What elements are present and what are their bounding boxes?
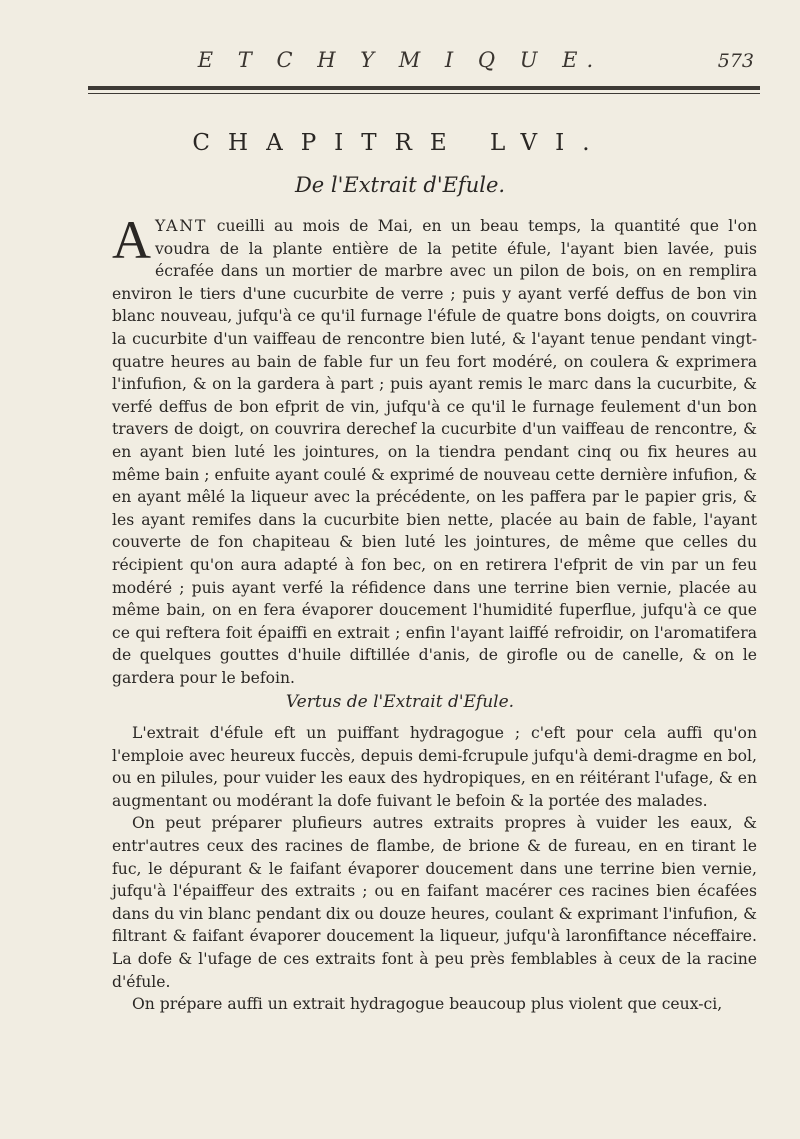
- running-head: E T C H Y M I Q U E.: [197, 48, 603, 72]
- section-subtitle: Vertus de l'Extrait d'Efule.: [285, 692, 515, 712]
- header-rule-thick: [88, 86, 760, 90]
- virtues-paragraph-2: On peut préparer plufieurs autres extraits propres à vuider les eaux, & entr'autres ceux des racines de flambe, de brione & de fureau, en en tirant le fuc, le dépurant & le faifant évaporer doucement dans une terrine bien vernie, jufqu'à l'épaiffeur des extraits ; ou en faifant macérer ces racines bien écafées dans du vin blanc pendant dix ou douze heures, coulant & exprimant l'infufion, & filtrant & faifant évaporer doucement la liqueur, jufqu'à laronfiftance néceffaire. La dofe & l'ufage de ces extraits font à peu près femblables à ceux de la racine d'éfule.: [112, 814, 757, 991]
- virtues-paragraph-1: L'extrait d'éfule eft un puiffant hydragogue ; c'eft pour cela auffi qu'on l'emploie avec heureux fuccès, depuis demi-fcrupule jufqu'à demi-dragme en bol, ou en pilules, pour vuider les eaux des hydropiques, en en réitérant l'ufage, & en augmentant ou modérant la dofe fuivant le befoin & la portée des malades.: [112, 724, 757, 810]
- lead-word: YANT: [155, 217, 208, 235]
- virtues-section: [112, 722, 757, 1016]
- drop-cap: A: [112, 210, 151, 270]
- chapter-title: De l'Extrait d'Efule.: [294, 173, 506, 197]
- virtues-paragraph-3: On prépare auffi un extrait hydragogue beaucoup plus violent que ceux-ci,: [132, 995, 723, 1014]
- chapter-heading: CHAPITRE LVI.: [192, 130, 608, 156]
- preparation-paragraph: [112, 210, 757, 689]
- paragraph-text: cueilli au mois de Mai, en un beau temps, la quantité que l'on voudra de la plante entière de la petite éfule, l'ayant bien lavée, puis écrafée dans un mortier de marbre avec un pilon de bois, on en remplira environ le tiers d'une cucurbite de verre ; puis y ayant verfé deffus de bon vin blanc nouveau, jufqu'à ce qu'il furnage l'éfule de quatre bons doigts, on couvrira la cucurbite d'un vaiffeau de rencontre bien luté, & l'ayant tenue pendant vingt-quatre heures au bain de fable fur un feu fort modéré, on coulera & exprimera l'infufion, & on la gardera à part ; puis ayant remis le marc dans la cucurbite, & verfé deffus de bon efprit de vin, jufqu'à ce qu'il le furnage feulement d'un bon travers de doigt, on couvrira derechef la cucurbite d'un vaiffeau de rencontre, & en ayant bien luté les jointures, on la tiendra pendant cinq ou fix heures au même bain ; enfuite ayant coulé & exprimé de nouveau cette dernière infufion, & en ayant mêlé la liqueur avec la précédente, on les paffera par le papier gris, & les ayant remifes dans la cucurbite bien nette, placée au bain de fable, l'ayant couverte de fon chapiteau & bien luté les jointures, de même que celles du récipient qu'on aura adapté à fon bec, on en retirera l'efprit de vin par un feu modéré ; puis ayant verfé la réfidence dans une terrine bien vernie, placée au même bain, on en fera évaporer doucement l'humidité fuperflue, jufqu'à ce que ce qui reftera foit épaiffi en extrait ; enfin l'ayant laiffé refroidir, on l'aromatifera de quelques gouttes d'huile diftillée d'anis, de girofle ou de canelle, & on le gardera pour le befoin.: [112, 217, 757, 687]
- page-number: 573: [717, 50, 754, 72]
- header-rule-thin: [88, 93, 760, 94]
